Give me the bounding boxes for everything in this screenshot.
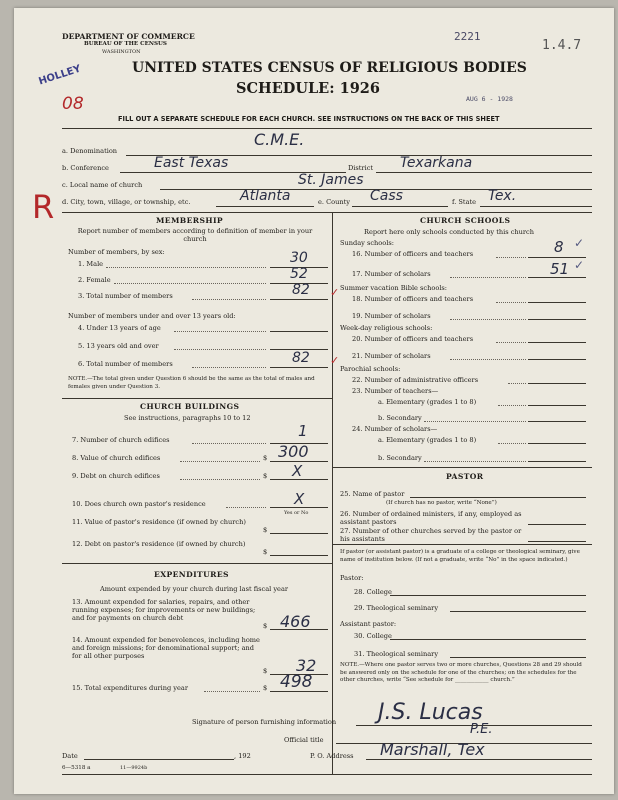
q18-label: 18. Number of officers and teachers — [352, 295, 474, 303]
q18-leader — [496, 302, 526, 303]
header-rule — [62, 128, 592, 129]
county-line — [352, 206, 448, 207]
buildings-bottom-rule — [62, 563, 332, 564]
holley-stamp: HOLLEY — [37, 63, 83, 88]
q2-label: 2. Female — [78, 276, 111, 284]
q23b-leader — [424, 421, 526, 422]
q25-line — [410, 497, 586, 498]
summer-label: Summer vacation Bible schools: — [340, 284, 448, 292]
schools-bottom-rule — [333, 467, 592, 468]
pastor-sub-label: Pastor: — [340, 574, 364, 582]
q23b-line — [528, 421, 586, 422]
q14-value: 32 — [296, 656, 317, 675]
conference-value: East Texas — [154, 155, 229, 171]
q3-leader — [192, 299, 266, 300]
q13-dollar: $ — [263, 622, 268, 630]
q9-value: X — [292, 462, 303, 480]
membership-intro: Report number of members according to definition of member in your church — [77, 227, 313, 243]
membership-bottom-rule — [62, 398, 332, 399]
q11-line — [270, 533, 328, 534]
date-received-stamp: AUG 6 - 1928 — [466, 95, 513, 103]
district-label: District — [348, 164, 374, 172]
q17-value: 51 — [550, 260, 570, 278]
city-line — [216, 206, 314, 207]
q28-label: 28. College — [354, 588, 392, 596]
date-label: Date — [62, 752, 78, 760]
q24b-line — [528, 461, 586, 462]
county-value: Cass — [370, 188, 403, 204]
q11-dollar: $ — [263, 526, 268, 534]
q10-value: X — [294, 490, 305, 508]
county-label: e. County — [318, 198, 350, 206]
q5-leader — [174, 349, 266, 350]
church-name-value: St. James — [298, 172, 364, 188]
q17-check: ✓ — [574, 258, 585, 272]
instructions-line: FILL OUT A SEPARATE SCHEDULE FOR EACH CHURCH. SEE INSTRUCTIONS ON THE BACK OF THIS SHEET — [118, 115, 500, 123]
q29-label: 29. Theological seminary — [354, 604, 439, 612]
q27-line — [528, 541, 586, 542]
q25-note: (If church has no pastor, write “None”) — [386, 500, 497, 506]
po-address-value: Marshall, Tex — [380, 740, 485, 759]
q20-line — [528, 342, 586, 343]
sunday-label: Sunday schools: — [340, 239, 394, 247]
q2-leader — [114, 283, 266, 284]
q6-leader — [192, 367, 266, 368]
q5-label: 5. 13 years old and over — [78, 342, 159, 350]
q12-line — [270, 555, 328, 556]
conference-label: b. Conference — [62, 164, 109, 172]
q23b-label: b. Secondary — [378, 414, 422, 422]
q13-value: 466 — [280, 612, 311, 631]
pastor-mid-rule — [333, 544, 592, 545]
q20-leader — [496, 342, 526, 343]
grid-bottom-rule — [62, 774, 592, 775]
q15-value: 498 — [280, 672, 313, 692]
signature-value: J.S. Lucas — [378, 700, 483, 725]
q26-label: 26. Number of ordained ministers, if any, employed as assistant pastors — [340, 510, 522, 526]
q10-leader — [226, 507, 266, 508]
membership-note: NOTE.—The total given under Question 6 should be the same as the total of males and females given under Question 3. — [68, 376, 315, 390]
q3-label: 3. Total number of members — [78, 292, 173, 300]
q14-dollar: $ — [263, 667, 268, 675]
q6-label: 6. Total number of members — [78, 360, 173, 368]
q1-leader — [106, 267, 266, 268]
official-title-value: P.E. — [470, 722, 493, 737]
schedule-title: SCHEDULE: 1926 — [236, 80, 380, 97]
church-name-label: c. Local name of church — [62, 181, 143, 189]
schools-title: CHURCH SCHOOLS — [420, 216, 511, 225]
q3-check: ✓ — [330, 286, 340, 299]
q24b-leader — [424, 461, 526, 462]
q16-check: ✓ — [574, 236, 585, 250]
q22-line — [528, 383, 586, 384]
denomination-label: a. Denomination — [62, 147, 118, 155]
q26-line — [528, 524, 586, 525]
q13-label: 13. Amount expended for salaries, repairs, and other running expenses; for improvements or new buildings; and for payments on church debt — [72, 598, 256, 622]
q28-line — [390, 595, 586, 596]
q6-check: ✓ — [330, 354, 340, 367]
q4-line — [270, 331, 328, 332]
q23a-label: a. Elementary (grades 1 to 8) — [378, 398, 477, 406]
assistant-label: Assistant pastor: — [340, 620, 397, 628]
q31-line — [450, 657, 586, 658]
q9-leader — [180, 479, 260, 480]
q25-label: 25. Name of pastor — [340, 490, 405, 498]
yes-no-caption: Yes or No — [284, 510, 309, 516]
q6-value: 82 — [292, 350, 310, 366]
weekday-label: Week-day religious schools: — [340, 324, 433, 332]
q21-label: 21. Number of scholars — [352, 352, 431, 360]
city-label: d. City, town, village, or township, etc. — [62, 198, 191, 206]
q23a-leader — [498, 405, 526, 406]
q24-label: 24. Number of scholars— — [352, 425, 438, 433]
schools-intro: Report here only schools conducted by this church — [364, 228, 534, 236]
q8-value: 300 — [278, 442, 309, 461]
pastor-note: NOTE.—Where one pastor serves two or more churches, Questions 28 and 29 should be answered only on the schedule for one of the churches; on the schedules for the other churches, write “See schedule for ____________ church.” — [340, 662, 582, 683]
q21-leader — [450, 359, 526, 360]
bureau-heading: BUREAU OF THE CENSUS — [84, 41, 167, 47]
q22-label: 22. Number of administrative officers — [352, 376, 479, 384]
denomination-value: C.M.E. — [254, 130, 305, 149]
q19-label: 19. Number of scholars — [352, 312, 431, 320]
department-heading: DEPARTMENT OF COMMERCE — [62, 32, 195, 41]
q24a-leader — [498, 443, 526, 444]
q24b-label: b. Secondary — [378, 454, 422, 462]
q22-leader — [508, 383, 526, 384]
q11-label: 11. Value of pastor's residence (if owned by church) — [72, 518, 246, 526]
q30-line — [390, 639, 586, 640]
q21-line — [528, 359, 586, 360]
age-intro-label: Number of members under and over 13 years old: — [68, 312, 236, 320]
q17-label: 17. Number of scholars — [352, 270, 431, 278]
official-title-label: Official title — [284, 736, 324, 744]
q19-leader — [450, 319, 526, 320]
q7-value: 1 — [298, 422, 308, 440]
q23a-line — [528, 405, 586, 406]
q1-label: 1. Male — [78, 260, 104, 268]
state-value: Tex. — [488, 188, 517, 204]
q8-label: 8. Value of church edifices — [72, 454, 161, 462]
state-line — [480, 206, 592, 207]
q17-leader — [450, 277, 526, 278]
q8-leader — [180, 461, 260, 462]
file-code: 1.4.7 — [542, 38, 582, 53]
q19-line — [528, 319, 586, 320]
po-address-line — [366, 759, 592, 760]
district-value: Texarkana — [400, 155, 473, 171]
red-r-mark: R — [32, 188, 55, 226]
membership-title: MEMBERSHIP — [156, 216, 224, 225]
state-label: f. State — [452, 198, 477, 206]
q8-dollar: $ — [263, 454, 268, 462]
pastor-title: PASTOR — [446, 472, 484, 481]
q6-line — [270, 367, 328, 368]
q4-leader — [174, 331, 266, 332]
census-form — [14, 8, 614, 794]
form-title: UNITED STATES CENSUS OF RELIGIOUS BODIES — [132, 60, 527, 76]
red-number-mark: 08 — [62, 94, 84, 114]
q12-label: 12. Debt on pastor's residence (if owned by church) — [72, 540, 246, 548]
graduate-note: If pastor (or assistant pastor) is a graduate of a college or theological seminary, give name of institution below. (If not a graduate, write “No” in the space indicated.) — [340, 549, 580, 563]
q9-label: 9. Debt on church edifices — [72, 472, 160, 480]
signature-label: Signature of person furnishing information — [192, 718, 337, 726]
parochial-label: Parochial schools: — [340, 365, 401, 373]
q15-dollar: $ — [263, 684, 268, 692]
q14-label: 14. Amount expended for benevolences, including home and foreign missions; for denominational support; and for all other purposes — [72, 636, 260, 660]
q24a-label: a. Elementary (grades 1 to 8) — [378, 436, 477, 444]
print-number: 11—9924b — [120, 765, 148, 771]
buildings-title: CHURCH BUILDINGS — [140, 402, 240, 411]
q31-label: 31. Theological seminary — [354, 650, 439, 658]
serial-stamp: 2221 — [454, 30, 481, 43]
expenditures-intro: Amount expended by your church during last fiscal year — [100, 585, 289, 593]
buildings-intro: See instructions, paragraphs 10 to 12 — [124, 414, 251, 422]
q15-label: 15. Total expenditures during year — [72, 684, 188, 692]
q24a-line — [528, 443, 586, 444]
form-number: 6—5318 a — [62, 765, 91, 771]
city-value: Atlanta — [240, 188, 291, 204]
district-line — [376, 172, 592, 173]
grid-top-rule — [62, 212, 592, 213]
q20-label: 20. Number of officers and teachers — [352, 335, 474, 343]
q10-label: 10. Does church own pastor's residence — [72, 500, 206, 508]
q23-label: 23. Number of teachers— — [352, 387, 439, 395]
q12-dollar: $ — [263, 548, 268, 556]
q7-leader — [192, 443, 266, 444]
q3-line — [270, 299, 328, 300]
q16-label: 16. Number of officers and teachers — [352, 250, 474, 258]
q9-dollar: $ — [263, 472, 268, 480]
by-sex-label: Number of members, by sex: — [68, 248, 165, 256]
q7-label: 7. Number of church edifices — [72, 436, 170, 444]
q4-label: 4. Under 13 years of age — [78, 324, 161, 332]
year-label: , 192 — [234, 752, 251, 760]
q1-value: 30 — [290, 250, 308, 266]
date-line — [84, 759, 234, 760]
q3-value: 82 — [292, 282, 310, 298]
q30-label: 30. College — [354, 632, 392, 640]
q15-leader — [204, 691, 260, 692]
q2-value: 52 — [290, 266, 308, 282]
q16-leader — [496, 257, 526, 258]
expenditures-title: EXPENDITURES — [154, 570, 229, 579]
city-heading: WASHINGTON — [102, 49, 141, 55]
q18-line — [528, 302, 586, 303]
po-address-label: P. O. Address — [310, 752, 354, 760]
q29-line — [450, 611, 586, 612]
q16-value: 8 — [554, 238, 564, 256]
q27-label: 27. Number of other churches served by the pastor or his assistants — [340, 527, 522, 543]
